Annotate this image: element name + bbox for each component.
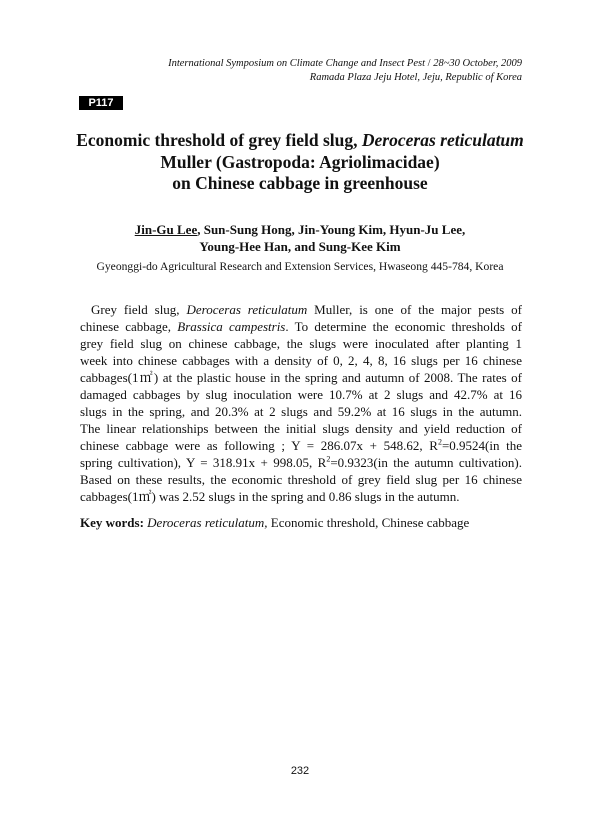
conference-name: International Symposium on Climate Change and Insect Pest — [168, 58, 426, 69]
keywords-label: Key words: — [80, 515, 144, 530]
author-list — [60, 221, 540, 255]
abstract-body — [80, 301, 522, 505]
conference-header — [168, 57, 522, 85]
keywords — [80, 514, 469, 531]
abstract-line: cabbages(1㎡) was 2.52 slugs in the spring and 0.86 slugs in the autumn. — [80, 489, 460, 504]
conference-venue: Ramada Plaza Jeju Hotel, Jeju, Republic of Korea — [309, 72, 522, 83]
page-number: 232 — [290, 765, 310, 777]
authors-line-2: Young-Hee Han, and Sung-Kee Kim — [199, 239, 401, 254]
abstract-line: Grey field slug, Deroceras reticulatum Muller, is one of the major pests of — [91, 302, 522, 317]
abstract-line: slugs in the spring, and 20.3% at 2 slugs and 59.2% at 16 slugs in the autumn. — [80, 404, 522, 419]
abstract-line: The linear relationships between the initial slugs density and yield reduction of — [80, 421, 522, 436]
abstract-line: week into chinese cabbages with a density of 0, 2, 4, 8, 16 slugs per 16 chinese — [80, 353, 522, 368]
conference-date: 28~30 October, 2009 — [433, 58, 522, 69]
superscript: 2 — [437, 437, 442, 447]
host-species-name: Brassica campestris — [177, 319, 286, 334]
title-line-3: on Chinese cabbage in greenhouse — [172, 173, 428, 193]
abstract-line: Based on these results, the economic threshold of grey field slug per 16 chinese — [80, 472, 522, 487]
poster-code-badge: P117 — [79, 96, 123, 110]
conference-line-1 — [168, 57, 522, 71]
abstract-line: cabbages(1㎡) at the plastic house in the spring and autumn of 2008. The rates of — [80, 370, 522, 385]
title-text: Economic threshold of grey field slug, — [76, 130, 362, 150]
authors-line-1 — [60, 221, 540, 238]
title-line-1 — [60, 130, 540, 152]
abstract-line: damaged cabbages by slug inoculation were 10.7% at 2 slugs and 42.7% at 16 — [80, 387, 522, 402]
abstract-line: spring cultivation), Y = 318.91x + 998.05, $R^2=0.9323(in$ the autumn cultivation). — [80, 454, 523, 470]
superscript: 2 — [326, 454, 331, 464]
title-line-2: Muller (Gastropoda: Agriolimacidae) — [160, 151, 440, 172]
keyword-list: Economic threshold, Chinese cabbage — [267, 515, 470, 530]
paper-title — [60, 130, 540, 195]
header-separator: / — [425, 58, 434, 69]
title-species: Deroceras reticulatum — [361, 130, 524, 150]
species-name: Deroceras reticulatum — [186, 302, 308, 317]
abstract-line: grey field slug on chinese cabbage, the slugs were inoculated after planting 1 — [80, 336, 522, 351]
co-authors: , Sun-Sung Hong, Jin-Young Kim, Hyun-Ju Lee, — [197, 222, 466, 237]
abstract-line: chinese cabbage, Brassica campestris. To determine the economic thresholds of — [80, 319, 523, 334]
presenting-author: Jin-Gu Lee — [134, 222, 198, 237]
affiliation: Gyeonggi-do Agricultural Research and Extension Services, Hwaseong 445-784, Korea — [96, 260, 504, 273]
keyword-species: Deroceras reticulatum, — [147, 515, 268, 530]
abstract-line: chinese cabbage were as following ; Y = 286.07x + 548.62, $R^2=0.9524(in$ the — [80, 437, 523, 453]
